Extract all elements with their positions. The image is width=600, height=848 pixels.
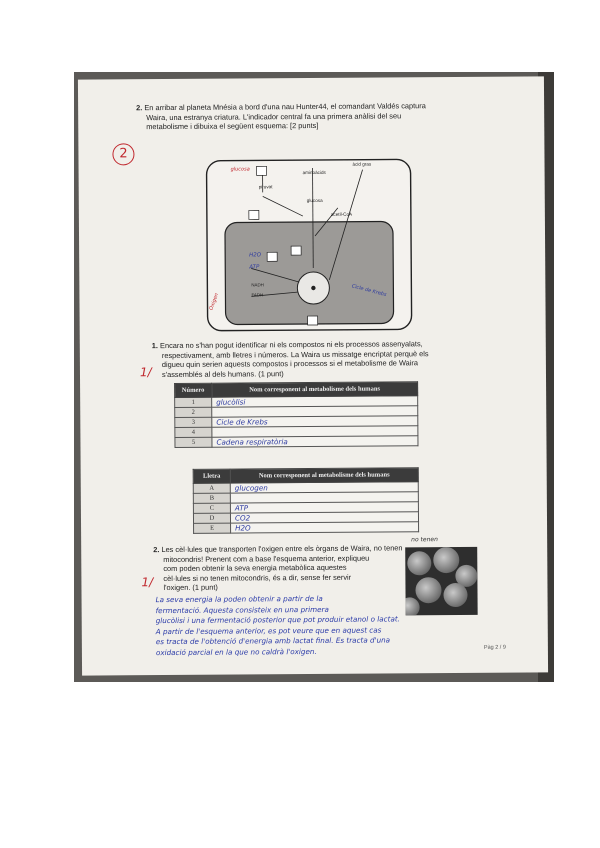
statement-line: Encara no s'han pogut identificar ni els compostos ni els processos assenyalats, (159, 339, 423, 351)
answer-line: glucòlisi i una fermentació posterior que pot produir etanol o lactat. (155, 614, 400, 626)
table-row: C ATP (193, 502, 418, 514)
statement-line: s'assemblés al dels humans. (1 punt) (161, 368, 284, 379)
label-fadh: FADH (251, 292, 264, 298)
answer-line: es tracta de l'obtenció d'energia amb lactat final. Es tracta d'una (155, 635, 391, 647)
handwritten-krebs: Cicle de Krebs (350, 283, 388, 299)
table-row: A glucogen (193, 482, 418, 494)
answer-line: La seva energia la poden obtenir a partir de la (155, 593, 323, 605)
statement-line: cèl·lules si no tenen mitocondris, és a dir, sense fer servir (163, 572, 352, 583)
statement-line: En arribar al planeta Mnésia a bord d'una nau Hunter44, el comandant Valdés captura (144, 101, 426, 113)
table-row: 4 (175, 426, 418, 438)
column-header: Lletra (193, 469, 230, 483)
question-number: 2. (136, 103, 143, 113)
column-header: Nom corresponent al metabolisme dels humans (230, 468, 418, 483)
statement-line: respectivament, amb lletres i números. La Waira us missatge encriptat perquè els (161, 348, 429, 360)
statement-line: Waira, una estranya criatura. L'indicador central fa una primera anàlisi del seu (146, 110, 402, 122)
statement-line: metabolisme i dibuixa el següent esquema: [2 punts] (146, 121, 319, 132)
letters-table (193, 467, 419, 534)
numbers-table (174, 381, 418, 448)
question-2-1-statement (152, 339, 472, 380)
metabolism-diagram (202, 155, 415, 334)
label-nadh: NADH (251, 282, 264, 288)
label-aminoacids: aminoàcids (302, 169, 326, 176)
exam-page (78, 76, 548, 675)
photo-background (74, 72, 554, 682)
answer-line: A partir de l'esquema anterior, es pot veure que en aquest cas (155, 625, 382, 636)
table-row: B (193, 492, 418, 504)
answer-line: fermentació. Aquesta consisteix en una primera (155, 604, 329, 615)
statement-line: l'oxigen. (1 punt) (163, 583, 218, 593)
label-glucose: glucosa (306, 197, 323, 204)
question-2-statement (136, 101, 476, 132)
page-number: Pàg 2 / 9 (483, 644, 506, 651)
handwritten-glucose: glucosa (230, 166, 250, 173)
grade-mark: 1/ (141, 575, 154, 590)
table-row: D CO2 (193, 512, 418, 524)
answer-line: oxidació parcial en la que no caldrà l'oxigen. (155, 646, 317, 657)
handwritten-h2o: H2O (249, 252, 262, 259)
label-pyruvate: piruvat (258, 184, 273, 190)
grade-mark: 1/ (139, 365, 152, 380)
statement-line: mitocondris! Prenent com a base l'esquema anterior, expliqueu (163, 553, 370, 564)
column-header: Nom corresponent al metabolisme dels humans (212, 382, 418, 397)
grade-circle-mark: 2 (112, 143, 134, 165)
table-row: 2 (175, 406, 418, 418)
table-row: 3 Cicle de Krebs (175, 416, 418, 428)
question-number: 2. (153, 545, 160, 555)
handwritten-answer (156, 593, 526, 659)
handwritten-oxygen: Oxigen (208, 292, 220, 312)
label-acetyl-coa: acetil-CoA (330, 211, 353, 217)
table-row: 1 glucòlisi (175, 396, 418, 408)
statement-line: Les cèl·lules que transporten l'oxigen entre els òrgans de Waira, no tenen (161, 543, 403, 555)
table-row: E H2O (194, 522, 419, 534)
label-fatty-acid: àcid gras (352, 161, 372, 167)
column-header: Número (175, 383, 212, 397)
handwritten-note: no tenen (411, 536, 438, 544)
question-number: 1. (151, 341, 158, 351)
table-row: 5 Cadena respiratòria (175, 436, 418, 448)
handwritten-atp: ATP (249, 264, 260, 271)
statement-line: digueu quin serien aquests compostos i processos si el metabolisme de Waira (161, 358, 419, 370)
question-2-2-statement (153, 543, 403, 593)
statement-line: com poden obtenir la seva energia metabòlica aquestes (163, 562, 347, 574)
